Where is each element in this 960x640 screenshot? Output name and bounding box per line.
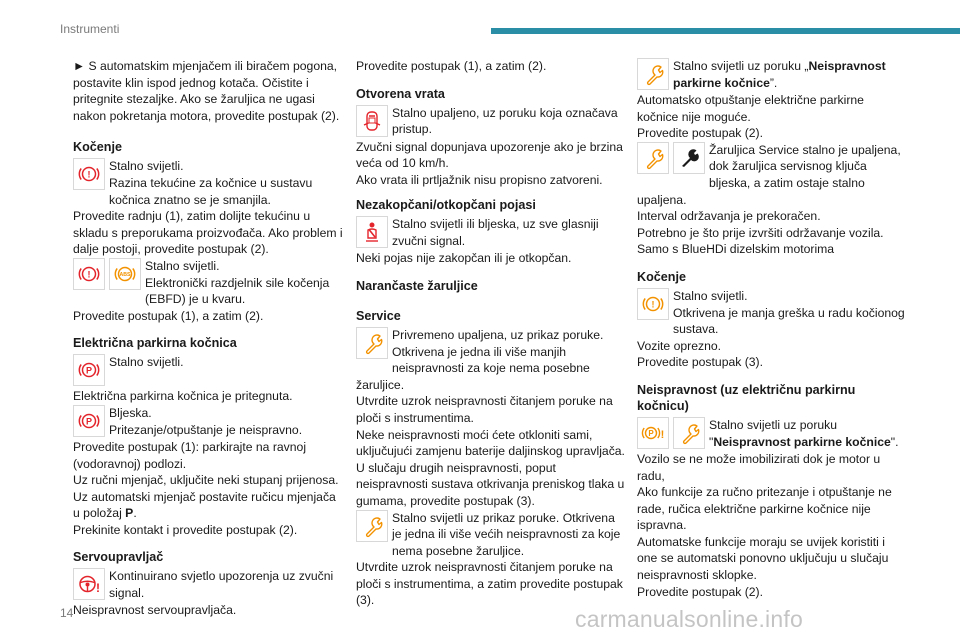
header-accent-bar	[491, 28, 960, 34]
heading-electric-parking-brake: Električna parkirna kočnica	[73, 336, 237, 351]
service-temp-text-3: Neke neispravnosti moći ćete otkloniti sami, uključujući zamjenu baterije daljinskog upravljača.	[356, 427, 625, 459]
brakes-text-1: Stalno svijetli.	[109, 159, 184, 174]
epb-fault-text-5: Provedite postupak (2).	[637, 584, 764, 599]
epb-fault-text-2: Vozilo se ne može imobilizirati dok je motor u radu,	[637, 451, 881, 483]
service-wrench-icon	[637, 142, 669, 174]
epb-fault-text-3: Ako funkcije za ručno pritezanje i otpuštanje ne rade, ručica električne parkirne kočnice nije ispravna.	[637, 485, 892, 533]
brakes-minor-text-4: Provedite postupak (3).	[637, 355, 764, 370]
maintenance-text-2: Interval održavanja je prekoračen.	[637, 209, 821, 224]
parking-fault-text-2: Automatsko otpuštanje električne parkirne kočnice nije moguće.	[637, 93, 864, 124]
epb-flash-text-1: Bljeska.	[109, 405, 152, 420]
svg-text:ABS: ABS	[119, 271, 131, 278]
parking-brake-icon	[73, 354, 105, 386]
heading-brakes-orange: Kočenje	[637, 269, 686, 284]
col2-top-text: Provedite postupak (1), a zatim (2).	[356, 59, 547, 73]
parking-fault-text-1: Stalno svijetli uz poruku „Neispravnost parkirne kočnice”.	[673, 59, 886, 90]
parking-brake-icon	[73, 405, 105, 437]
epb-fault-text-1: Stalno svijetli uz poruku "Neispravnost parkirne kočnice".	[709, 417, 899, 449]
service-temp-text-2: Utvrdite uzrok neispravnosti čitanjem poruke na ploči s instrumentima.	[356, 394, 613, 425]
heading-orange-lamps: Narančaste žaruljice	[356, 278, 478, 293]
ebfd-text-3: Provedite postupak (1), a zatim (2).	[73, 308, 264, 323]
seatbelt-icon	[356, 216, 388, 248]
page-number: 14	[60, 606, 74, 620]
svg-text:P: P	[85, 365, 93, 376]
seatbelt-text-1: Stalno svijetli ili bljeska, uz sve glasniji zvučni signal.	[392, 217, 599, 248]
door-text-3: Ako vrata ili prtljažnik nisu propisno zatvoreni.	[356, 172, 603, 187]
door-open-icon	[356, 105, 388, 137]
intro-text: ► S automatskim mjenjačem ili biračem pogona, postavite klin ispod jednog kotača. Očistite i pritegnite stezaljke. Ako se žaruljica ne ugasi nakon pokretanja motora, provedite postupak (2).	[73, 59, 340, 123]
steering-wheel-icon	[73, 568, 105, 600]
column-3	[637, 58, 907, 600]
heading-service: Service	[356, 308, 401, 323]
maintenance-text-3: Potrebno je što prije izvršiti održavanje vozila.	[637, 225, 884, 240]
heading-brakes: Kočenje	[73, 140, 122, 155]
service-temp-text-4: U slučaju drugih neispravnosti, poput neispravnosti sustava otkrivanja preniskog tlaka u gumama, provedite postupak (3).	[356, 460, 625, 508]
epb-flash-text-6: Prekinite kontakt i provedite postupak (2).	[73, 522, 298, 537]
brake-warning-icon	[73, 258, 105, 290]
brakes-text-3: Provedite radnju (1), zatim dolijte tekućinu u skladu s preporukama proizvođača. Ako problem i dalje postoji, provedite postupak (2).	[73, 209, 343, 257]
service-wrench-icon	[673, 417, 705, 449]
service-temp-text-1: Privremeno upaljena, uz prikaz poruke. Otkrivena je jedna ili više manjih neispravnosti za koje nema posebne žaruljice.	[356, 327, 604, 392]
heading-power-steering: Servoupravljač	[73, 550, 164, 565]
service-wrench-icon	[356, 510, 388, 542]
service-perm-text-2: Utvrdite uzrok neispravnosti čitanjem poruke na ploči s instrumentima, a zatim provedite postupak (3).	[356, 560, 623, 608]
door-text-1: Stalno upaljeno, uz poruku koja označava pristup.	[392, 105, 618, 137]
section-title: Instrumenti	[60, 22, 120, 36]
brakes-minor-text-2: Otkrivena je manja greška u radu kočionog sustava.	[673, 305, 905, 337]
steering-text-1: Kontinuirano svjetlo upozorenja uz zvučni signal.	[109, 569, 334, 601]
column-1	[73, 58, 343, 619]
svg-text:!: !	[87, 169, 91, 180]
brakes-minor-text-1: Stalno svijetli.	[673, 288, 748, 303]
parking-fault-text-3: Provedite postupak (2).	[637, 126, 764, 141]
heading-open-door: Otvorena vrata	[356, 86, 445, 101]
epb-flash-text-5: Uz automatski mjenjač postavite ručicu mjenjača u položaj P.	[73, 489, 336, 521]
heading-seatbelts: Nezakopčani/otkopčani pojasi	[356, 198, 536, 213]
seatbelt-text-2: Neki pojas nije zakopčan ili je otkopčan.	[356, 251, 572, 266]
maintenance-spanner-icon	[673, 142, 705, 174]
service-wrench-icon	[356, 327, 388, 359]
epb-fault-text-4: Automatske funkcije moraju se uvijek koristiti i one se automatski ponovno uključuju u slučaju neispravnosti sklopke.	[637, 534, 889, 583]
brake-warning-icon	[637, 288, 669, 320]
heading-epb-fault: Neispravnost (uz električnu parkirnu kočnicu)	[637, 382, 856, 413]
abs-icon	[109, 258, 141, 290]
epb-on-text-2: Električna parkirna kočnica je pritegnuta.	[73, 389, 293, 404]
maintenance-text-1: Žaruljica Service stalno je upaljena, dok žaruljica servisnog ključa bljeska, a zatim ostaje stalno upaljena.	[637, 142, 901, 207]
brake-warning-icon	[73, 158, 105, 190]
brakes-text-2: Razina tekućine za kočnice u sustavu kočnica znatno se je smanjila.	[109, 175, 313, 207]
door-text-2: Zvučni signal dopunjava upozorenje ako je brzina veća od 10 km/h.	[356, 139, 623, 171]
service-perm-text-1: Stalno svijetli uz prikaz poruke. Otkrivena je jedna ili više većih neispravnosti za koje nema posebne žaruljice.	[392, 510, 621, 558]
epb-on-text-1: Stalno svijetli.	[109, 355, 184, 370]
ebfd-text-2: Elektronički razdjelnik sile kočenja (EBFD) je u kvaru.	[145, 275, 330, 307]
epb-flash-text-4: Uz ručni mjenjač, uključite neki stupanj prijenosa.	[73, 473, 339, 488]
svg-text:P: P	[648, 428, 654, 438]
svg-text:!: !	[660, 428, 665, 441]
svg-text:!: !	[96, 581, 100, 596]
watermark: carmanualsonline.info	[575, 606, 803, 632]
service-wrench-icon	[637, 58, 669, 90]
svg-text:P: P	[85, 416, 93, 427]
maintenance-text-4: Samo s BlueHDi dizelskim motorima	[637, 242, 835, 257]
parking-brake-fault-icon	[637, 417, 669, 449]
steering-text-2: Neispravnost servoupravljača.	[73, 603, 237, 618]
ebfd-text-1: Stalno svijetli.	[145, 258, 220, 273]
epb-flash-text-3: Provedite postupak (1): parkirajte na ravnoj (vodoravnoj) podlozi.	[73, 439, 307, 471]
epb-flash-text-2: Pritezanje/otpuštanje je neispravno.	[109, 422, 303, 437]
svg-text:!: !	[651, 299, 655, 310]
brakes-minor-text-3: Vozite oprezno.	[637, 338, 722, 353]
column-2	[356, 58, 626, 609]
svg-text:!: !	[87, 269, 91, 280]
